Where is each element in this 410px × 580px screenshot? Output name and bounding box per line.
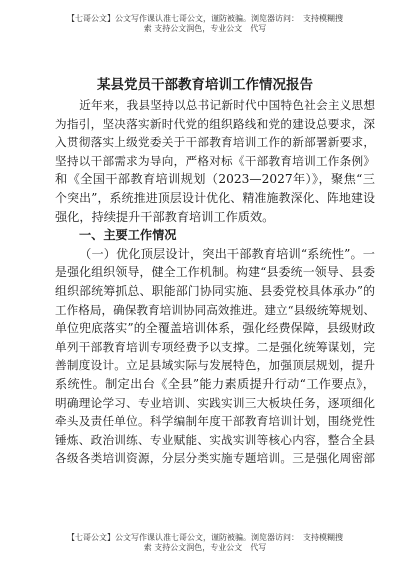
body-line: 和《全国干部教育培训规划（2023—2027年）》，聚焦“三: [55, 172, 375, 187]
body-line: （一）优化顶层设计，突出干部教育培训“系统性”。一: [79, 246, 375, 261]
document-body: [55, 96, 375, 468]
body-line: 入贯彻落实上级党委关于干部教育培训工作的新部署新要求，: [55, 135, 375, 150]
body-line: 单列干部教育培训专项经费予以支撑。二是强化统筹谋划，完: [55, 339, 375, 354]
banner-line: 【七哥公文】公文写作课认准七哥公文，谨防被骗。浏览器访问： 支持模糊搜: [67, 14, 343, 23]
banner-line: 索 支持公文润色，专业公文 代写: [143, 543, 267, 552]
body-line: 锤炼、政治训练、专业赋能、实战实训等核心内容，整合全县: [55, 432, 375, 447]
banner-line: 索 支持公文润色，专业公文 代写: [143, 24, 267, 33]
body-line: 强化，持续提升干部教育培训工作质效。: [55, 209, 275, 224]
body-line: 牵头及责任单位。科学编制年度干部教育培训计划，围绕党性: [55, 414, 375, 429]
body-line: 是强化组织领导，健全工作机制。构建“县委统一领导、县委: [55, 265, 375, 280]
section-heading: 一、主要工作情况: [79, 228, 177, 243]
body-line: 善制度设计。立足县域实际与发展特色，加强顶层规划，提升: [55, 358, 375, 373]
watermark-banner-bottom: [0, 533, 410, 553]
body-line: 近年来，我县坚持以总书记新时代中国特色社会主义思想: [79, 98, 375, 112]
banner-line: 【七哥公文】公文写作课认准七哥公文，谨防被骗。浏览器访问： 支持模糊搜: [67, 533, 343, 542]
body-line: 各级各类培训资源，分层分类实施专题培训。三是强化周密部: [55, 451, 375, 466]
body-line: 明确理论学习、专业培训、实践实训三大板块任务，逐项细化: [55, 395, 375, 410]
watermark-banner-top: [0, 14, 410, 34]
body-line: 系统性。制定出台《全县”能力素质提升行动“工作要点》，: [55, 376, 375, 391]
body-line: 工作格局，确保教育培训协同高效推进。建立“县级统筹规划、: [55, 302, 375, 317]
body-line: 组织部统筹抓总、职能部门协同实施、县委党校具体承办”的: [55, 283, 375, 298]
document-title: 某县党员干部教育培训工作情况报告: [97, 77, 313, 93]
body-line: 单位兜底落实”的全覆盖培训体系，强化经费保障，县级财政: [55, 321, 375, 336]
body-line: 个突出”，系统推进顶层设计优化、精准施教深化、阵地建设: [55, 190, 375, 205]
body-line: 为指引，坚决落实新时代党的组织路线和党的建设总要求，深: [55, 116, 375, 131]
body-line: 坚持以干部需求为导向，严格对标《干部教育培训工作条例》: [55, 153, 375, 168]
